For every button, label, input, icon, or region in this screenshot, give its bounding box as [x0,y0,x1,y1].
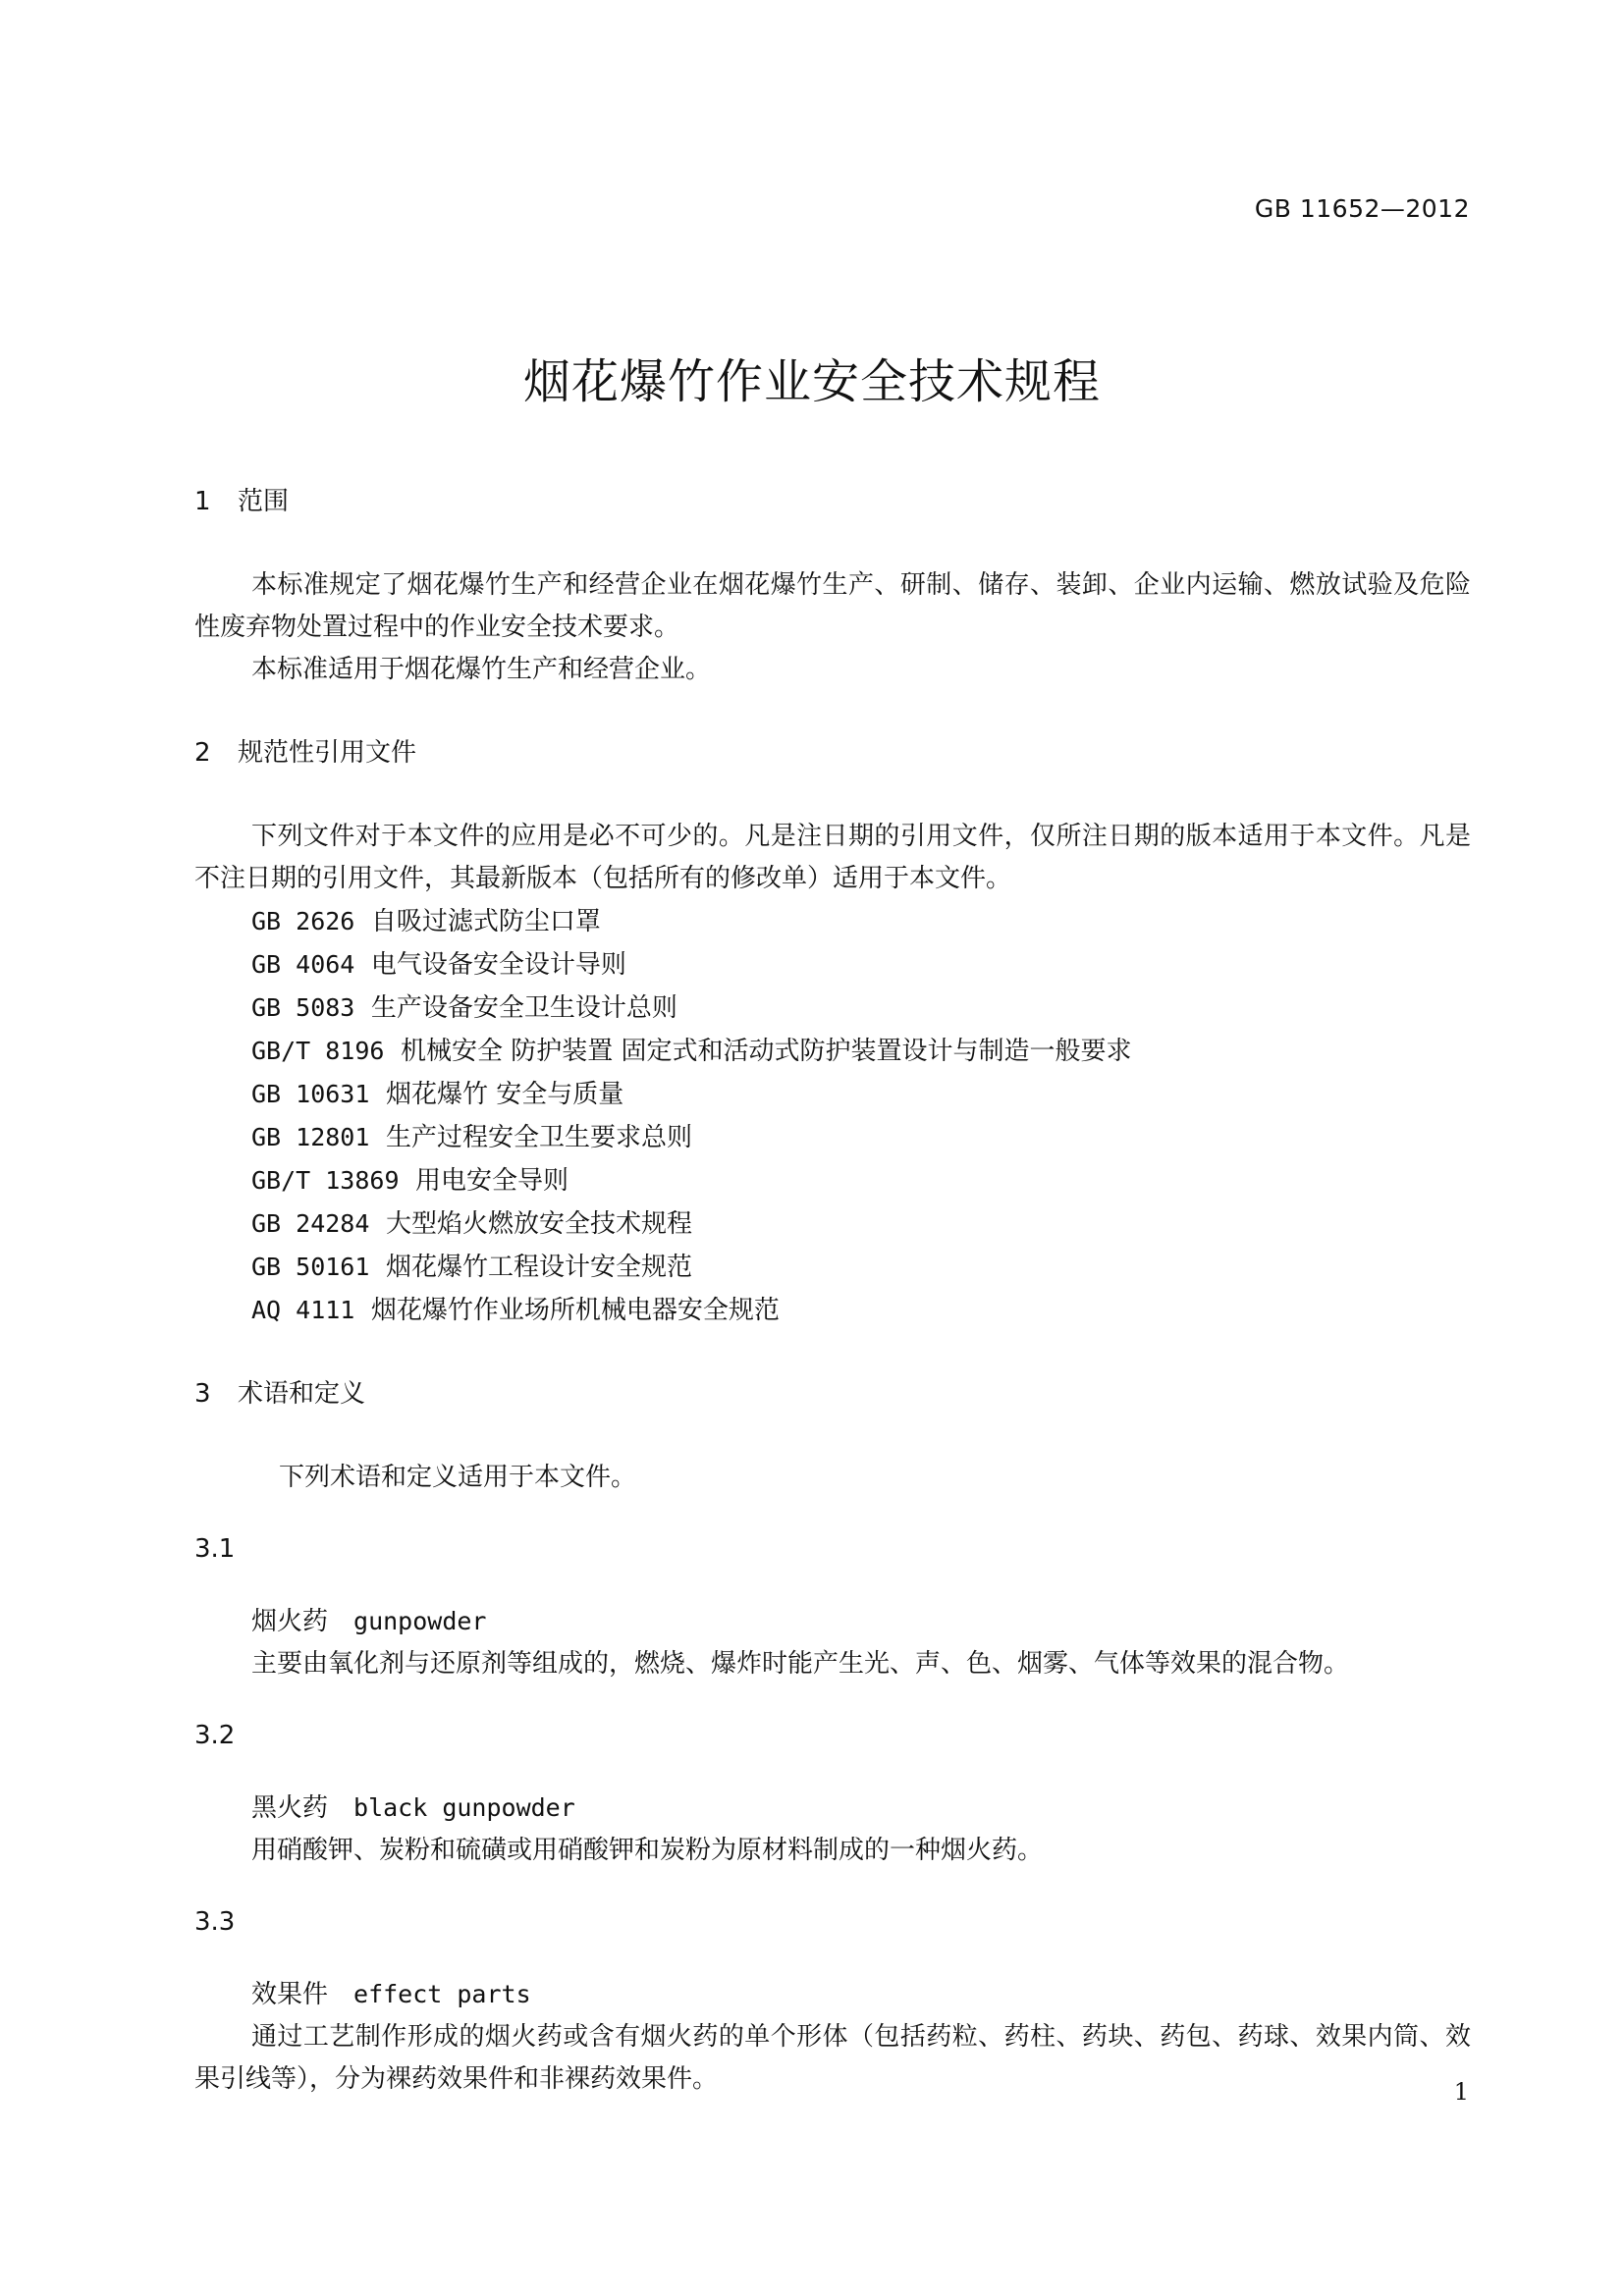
reference-code: GB 2626 [251,907,355,935]
reference-title: 生产设备安全卫生设计总则 [370,993,677,1023]
reference-title: 机械安全 防护装置 固定式和活动式防护装置设计与制造一般要求 [401,1037,1132,1066]
reference-item [194,943,1471,987]
reference-code: GB/T 8196 [251,1037,385,1065]
reference-item [194,1202,1471,1246]
section-number: 1 [194,487,211,516]
paragraph: 下列文件对于本文件的应用是必不可少的。凡是注日期的引用文件，仅所注日期的版本适用于本文件。凡是不注日期的引用文件，其最新版本（包括所有的修改单）适用于本文件。 [194,822,1471,893]
reference-title: 生产过程安全卫生要求总则 [385,1123,692,1152]
term-number: 3.3 [194,1907,236,1937]
paragraph: 本标准适用于烟花爆竹生产和经营企业。 [251,655,712,684]
reference-code: GB 10631 [251,1080,370,1108]
reference-title: 烟花爆竹 安全与质量 [385,1080,624,1109]
reference-code: GB 5083 [251,993,355,1022]
term-en: gunpowder [353,1607,487,1635]
document-body [194,481,1471,2101]
term-en: effect parts [353,1980,531,2008]
term-zh: 烟火药 [251,1607,329,1636]
reference-title: 电气设备安全设计导则 [370,950,626,980]
reference-code: GB 24284 [251,1209,370,1238]
term-entry [194,1787,1471,1830]
term-definition: 主要由氧化剂与还原剂等组成的，燃烧、爆炸时能产生光、声、色、烟雾、气体等效果的混合物。 [251,1649,1350,1679]
reference-item [194,1073,1471,1116]
term-number: 3.2 [194,1721,236,1750]
reference-title: 烟花爆竹作业场所机械电器安全规范 [370,1296,780,1325]
reference-item [194,987,1471,1030]
section-number: 2 [194,738,211,768]
reference-code: GB 4064 [251,950,355,979]
term-entry [194,1973,1471,2016]
section-number: 3 [194,1379,211,1409]
reference-title: 用电安全导则 [415,1166,569,1196]
paragraph: 本标准规定了烟花爆竹生产和经营企业在烟花爆竹生产、研制、储存、装卸、企业内运输、燃放试验及危险性废弃物处置过程中的作业安全技术要求。 [194,570,1471,642]
section-title: 规范性引用文件 [238,738,417,768]
reference-code: AQ 4111 [251,1296,355,1324]
section-title: 术语和定义 [238,1379,366,1409]
page-number: 1 [1453,2078,1469,2106]
document-title: 烟花爆竹作业安全技术规程 [522,354,1101,409]
standard-number: GB 11652—2012 [1254,194,1470,223]
term-number: 3.1 [194,1534,236,1564]
reference-item [194,1246,1471,1289]
term-definition: 用硝酸钾、炭粉和硫磺或用硝酸钾和炭粉为原材料制成的一种烟火药。 [251,1836,1044,1865]
reference-code: GB 50161 [251,1253,370,1281]
reference-code: GB 12801 [251,1123,370,1151]
reference-item [194,900,1471,943]
term-en: black gunpowder [353,1793,575,1822]
section-3-heading [194,1373,1471,1415]
section-title: 范围 [238,487,290,516]
term-zh: 效果件 [251,1980,329,2009]
reference-title: 自吸过滤式防尘口罩 [370,907,601,936]
reference-item [194,1030,1471,1073]
term-definition: 通过工艺制作形成的烟火药或含有烟火药的单个形体（包括药粒、药柱、药块、药包、药球、效果内筒、效果引线等），分为裸药效果件和非裸药效果件。 [194,2022,1471,2094]
reference-item [194,1159,1471,1202]
reference-item [194,1289,1471,1332]
section-1-heading [194,481,1471,523]
paragraph: 下列术语和定义适用于本文件。 [279,1463,637,1492]
reference-code: GB/T 13869 [251,1166,400,1195]
term-entry [194,1600,1471,1643]
section-2-heading [194,732,1471,774]
reference-title: 烟花爆竹工程设计安全规范 [385,1253,692,1282]
reference-item [194,1116,1471,1159]
reference-title: 大型焰火燃放安全技术规程 [385,1209,692,1239]
term-zh: 黑火药 [251,1793,329,1823]
